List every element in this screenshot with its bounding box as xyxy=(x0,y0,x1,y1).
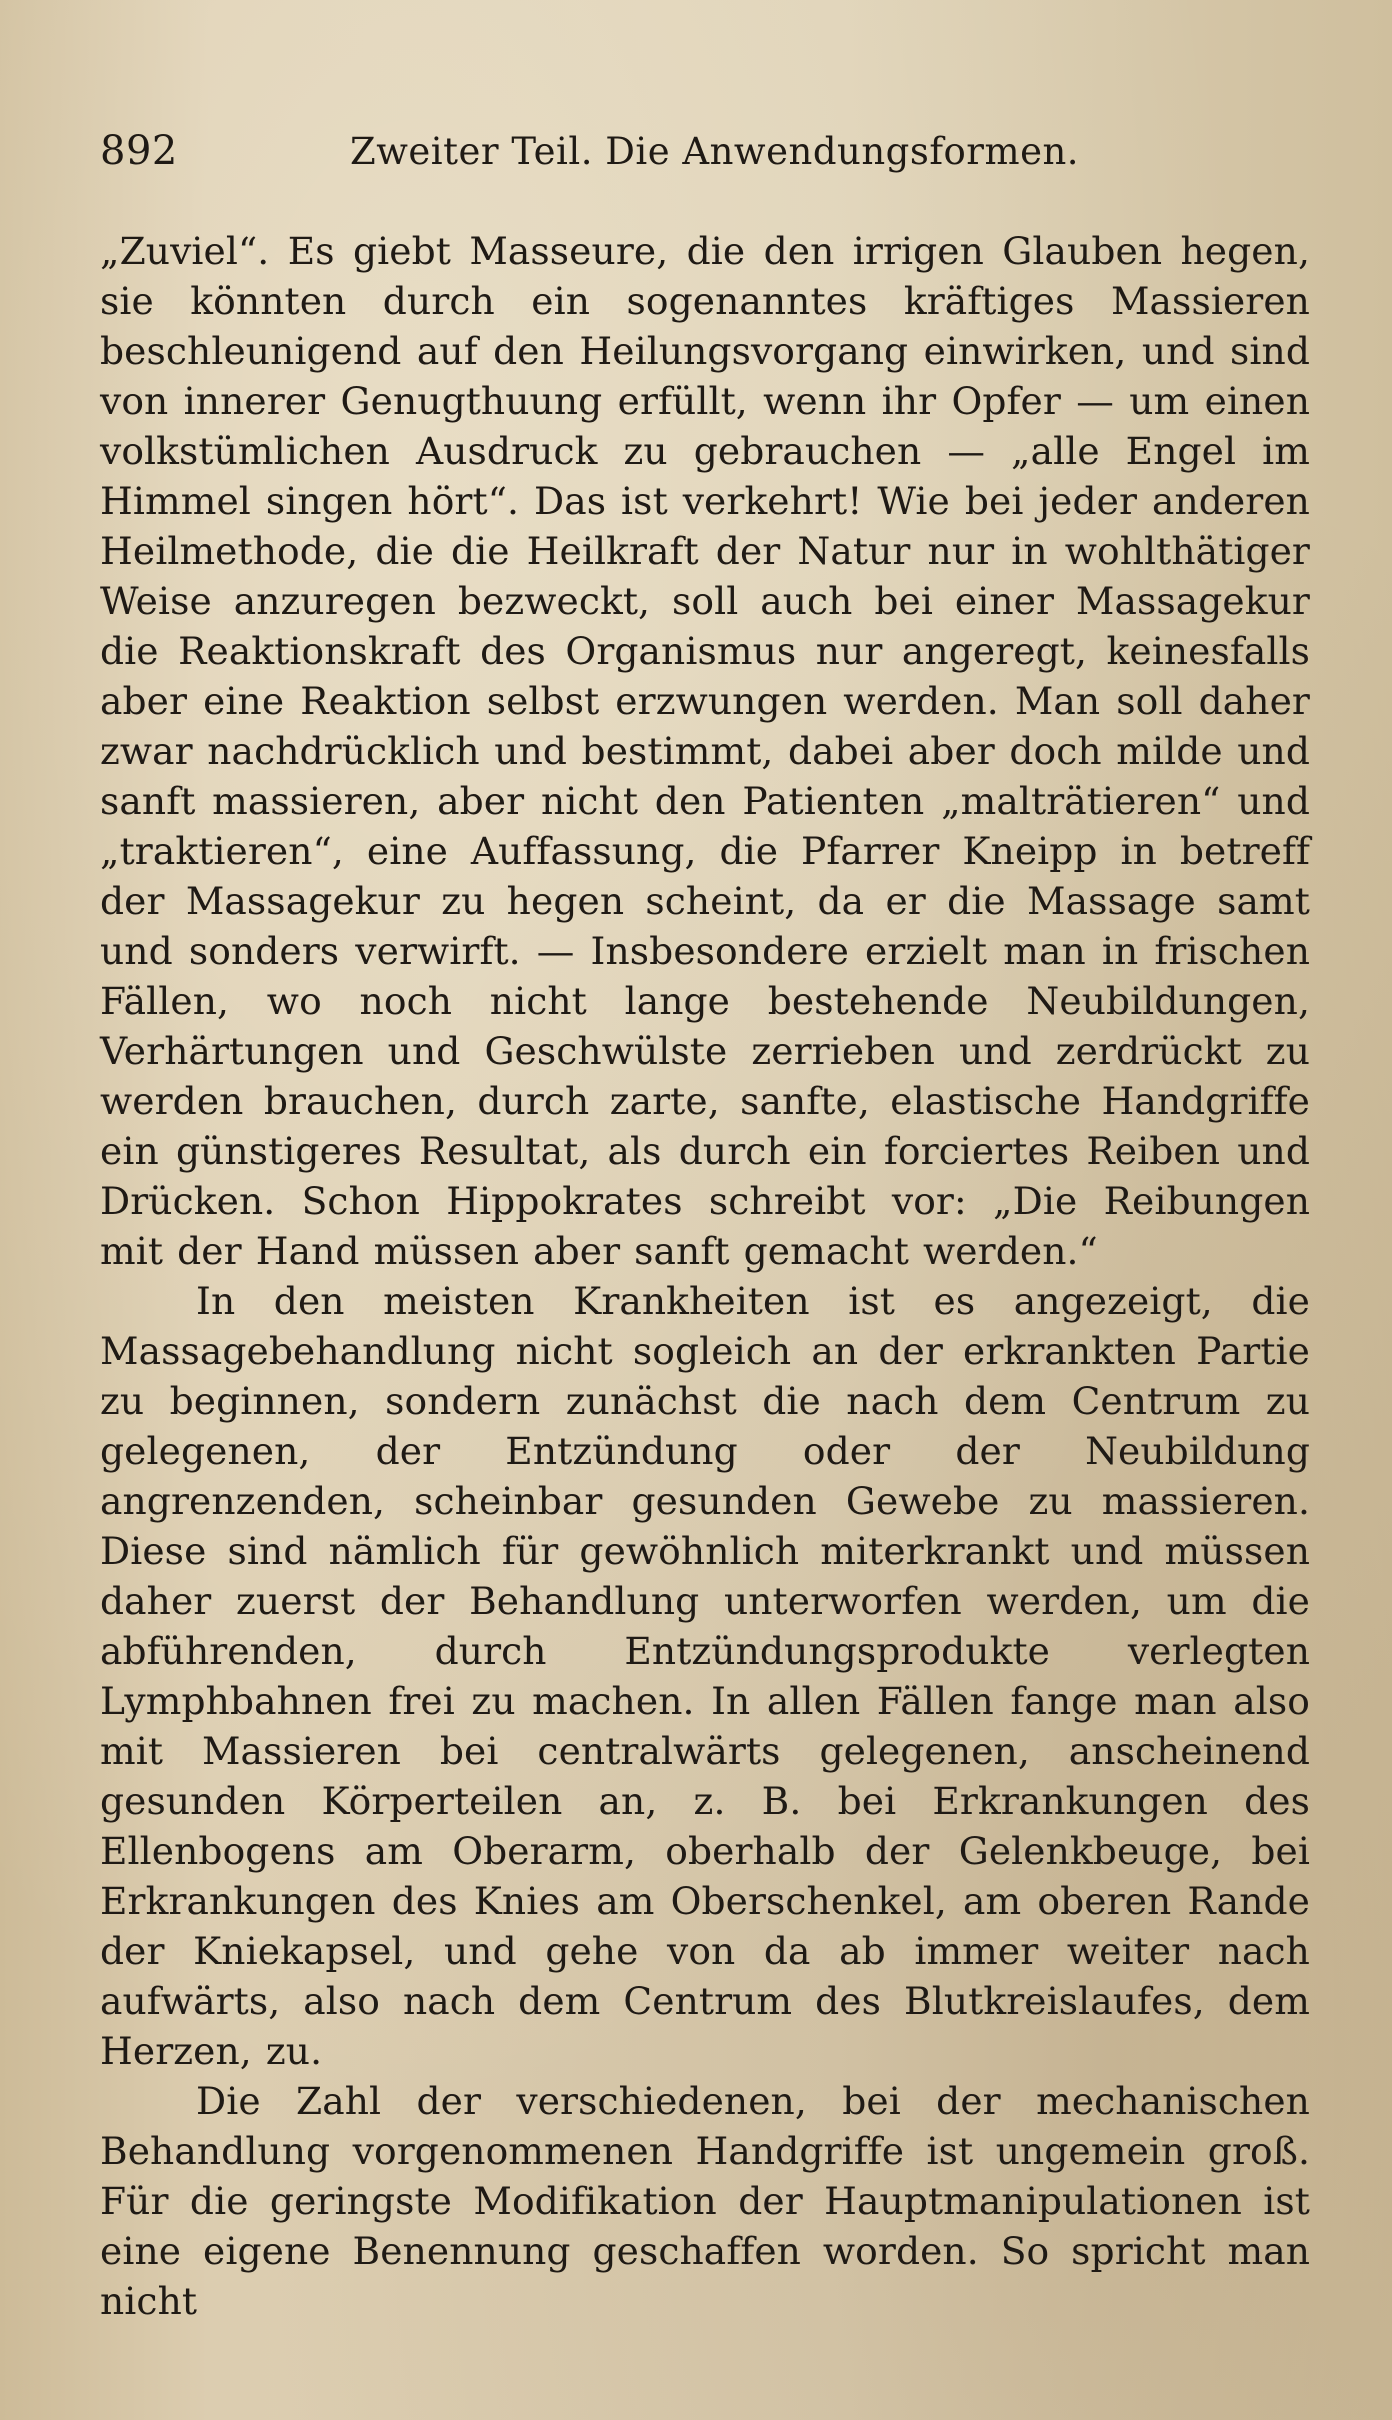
running-head xyxy=(100,128,1310,192)
paragraph-3: Die Zahl der verschiedenen, bei der mechanischen Behandlung vorgenommenen Handgriffe ist ungemein groß. Für die geringste Modifikation der Hauptmanipulationen ist eine eigene Benennung geschaffen worden. So spricht man nicht xyxy=(100,2079,1310,2323)
paragraph-1: „Zuviel“. Es giebt Masseure, die den irrigen Glauben hegen, sie könnten durch ein sogenanntes kräftiges Massieren beschleunigend auf den Heilungsvorgang einwirken, und sind von innerer Genugthuung erfüllt, wenn ihr Opfer — um einen volkstümlichen Ausdruck zu gebrauchen — „alle Engel im Himmel singen hört“. Das ist verkehrt! Wie bei jeder anderen Heilmethode, die die Heilkraft der Natur nur in wohlthätiger Weise anzuregen bezweckt, soll auch bei einer Massagekur die Reaktionskraft des Organismus nur angeregt, keinesfalls aber eine Reaktion selbst erzwungen werden. Man soll daher zwar nachdrücklich und bestimmt, dabei aber doch milde und sanft massieren, aber nicht den Patienten „malträtieren“ und „traktieren“, eine Auffassung, die Pfarrer Kneipp in betreff der Massagekur zu hegen scheint, da er die Massage samt und sonders verwirft. — Insbesondere erzielt man in frischen Fällen, wo noch nicht lange bestehende Neubildungen, Verhärtungen und Geschwülste zerrieben und zerdrückt zu werden brauchen, durch zarte, sanfte, elastische Handgriffe ein günstigeres Resultat, als durch ein forciertes Reiben und Drücken. Schon Hippokrates schreibt vor: „Die Reibungen mit der Hand müssen aber sanft gemacht werden.“ xyxy=(100,229,1310,1273)
running-head-title: Zweiter Teil. Die Anwendungsformen. xyxy=(350,130,1080,173)
paragraph-2: In den meisten Krankheiten ist es angezeigt, die Massagebehandlung nicht sogleich an der erkrankten Partie zu beginnen, sondern zunächst die nach dem Centrum zu gelegenen, der Entzündung oder der Neubildung angrenzenden, scheinbar gesunden Gewebe zu massieren. Diese sind nämlich für gewöhnlich miterkrankt und müssen daher zuerst der Behandlung unterworfen werden, um die abführenden, durch Entzündungsprodukte verlegten Lymphbahnen frei zu machen. In allen Fällen fange man also mit Massieren bei centralwärts gelegenen, anscheinend gesunden Körperteilen an, z. B. bei Erkrankungen des Ellenbogens am Oberarm, oberhalb der Gelenkbeuge, bei Erkrankungen des Knies am Oberschenkel, am oberen Rande der Kniekapsel, und gehe von da ab immer weiter nach aufwärts, also nach dem Centrum des Blutkreislaufes, dem Herzen, zu. xyxy=(100,1279,1310,2073)
body-text xyxy=(100,226,1310,2326)
page-number: 892 xyxy=(100,128,178,174)
